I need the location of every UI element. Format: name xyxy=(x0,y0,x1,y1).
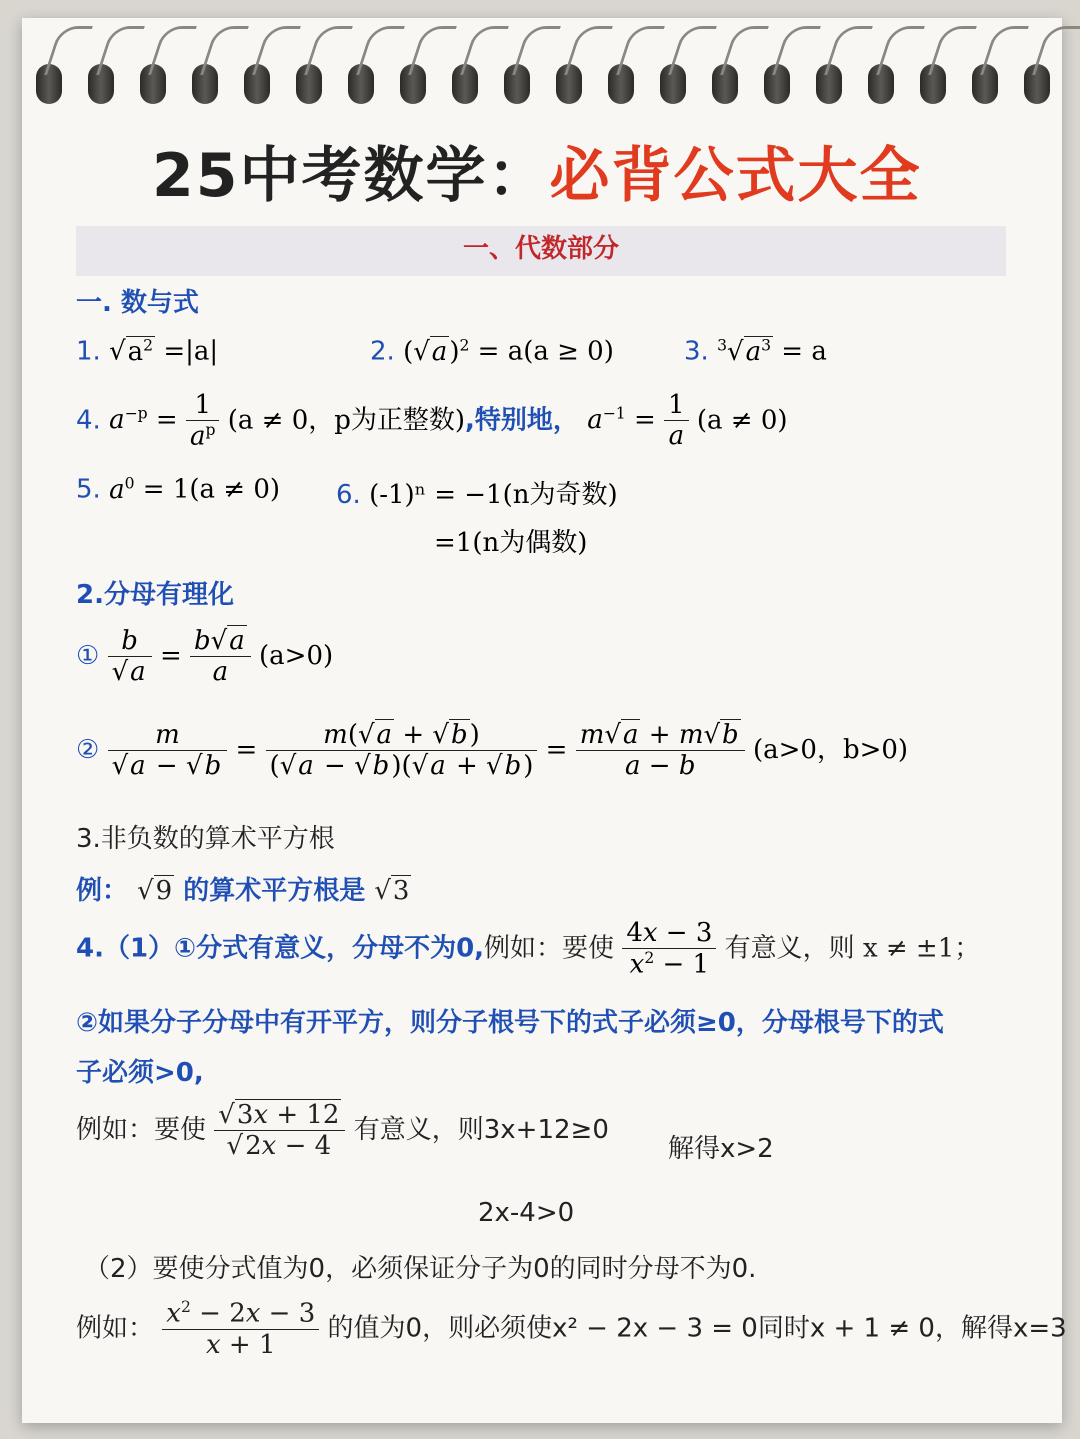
formula-condition: (a>0，b>0) xyxy=(752,735,909,765)
binding-wire xyxy=(876,26,925,75)
special-note: ,特别地， xyxy=(465,405,579,436)
binding-wire xyxy=(96,26,145,75)
binding-wire xyxy=(1032,26,1080,75)
item-marker: ① xyxy=(76,641,100,671)
rule-4-1: 4.（1）①分式有意义，分母不为0,例如：要使 $\frac{4x - 3}{x^2 - 1}$ 有意义，则 x ≠ ±1； xyxy=(76,918,981,980)
binding-wire xyxy=(408,26,457,75)
binding-wire xyxy=(772,26,821,75)
binding-wire xyxy=(356,26,405,75)
binding-wire xyxy=(928,26,977,75)
rule-4-2-example: 例如： $\frac{x^2 - 2x - 3}{x + 1}$ 的值为0，则必须使x² − 2x − 3 = 0同时x + 1 ≠ 0，解得x=3 xyxy=(76,1298,1067,1360)
formula-6-line2: =1(n为偶数) xyxy=(434,528,588,558)
binding-wire xyxy=(252,26,301,75)
rule-4-example-line2: 2x-4>0 xyxy=(478,1198,575,1228)
rule-example-text: 有意义，则 xyxy=(724,933,855,964)
rule-4-2: （2）要使分式值为0，必须保证分子为0的同时分母不为0. xyxy=(84,1254,757,1284)
rule-example-text: 例如：要使 xyxy=(484,933,615,964)
formula-4: 4. $a^{-p}$ = $\frac{1}{a^p}$ (a ≠ 0，p为正整数),特别地， $a^{-1}$ = $\frac{1}{a}$ (a ≠ 0) xyxy=(76,390,788,452)
title-part2: 必背公式大全 xyxy=(549,141,922,211)
binding-wire xyxy=(460,26,509,75)
example-sqrt: 例： √9 的算术平方根是 √3 xyxy=(76,876,410,906)
page-title xyxy=(152,128,922,214)
example-text: 有意义，则3x+12≥0 xyxy=(353,1115,609,1145)
binding-wire xyxy=(564,26,613,75)
formula-condition: (a ≠ 0，p为正整数) xyxy=(227,405,466,436)
rule-4-example: 例如：要使 $\frac{√3x + 12}{√2x - 4}$ 有意义，则3x+12≥0 xyxy=(76,1100,609,1161)
formula-number: 5. xyxy=(76,474,101,505)
title-part1: 25中考数学： xyxy=(152,141,550,211)
formula-1: 1. $√a^2 =|a|$ xyxy=(76,336,219,367)
example-label: 例如： xyxy=(76,1313,155,1344)
binding-wire xyxy=(824,26,873,75)
formula-expr: (-1)ⁿ = −1(n为奇数) xyxy=(369,480,618,510)
formula-condition: (a>0) xyxy=(259,641,334,671)
item-marker: ② xyxy=(76,735,100,765)
example-text: 的值为0，则必须使x² − 2x − 3 = 0同时x + 1 ≠ 0，解得x=3 xyxy=(327,1313,1067,1344)
sub2-title: 2.分母有理化 xyxy=(76,580,234,610)
example-label: 例如：要使 xyxy=(76,1115,207,1145)
formula-number: 4. xyxy=(76,405,101,436)
sub3-title: 3.非负数的算术平方根 xyxy=(76,824,335,854)
binding-wire xyxy=(616,26,665,75)
rationalize-2: ② $\frac{m}{√a - √b}$ = $\frac{m(√a + √b)}{(√a - √b)(√a + √b)}$ = $\frac{m√a + m√b}{a - b}$ (a>0，b>0) xyxy=(76,720,909,781)
rule-result: x ≠ ±1； xyxy=(862,933,981,964)
binding-wire xyxy=(304,26,353,75)
binding-wire xyxy=(668,26,717,75)
formula-condition: (a ≠ 0) xyxy=(696,405,788,436)
example-text: 的算术平方根是 xyxy=(183,876,366,906)
formula-3: 3. $^3√a^3 = a$ xyxy=(684,336,827,367)
binding-wire xyxy=(512,26,561,75)
binding-wire xyxy=(720,26,769,75)
rule-text: 4.（1）①分式有意义，分母不为0, xyxy=(76,933,485,964)
binding-wire xyxy=(44,26,93,75)
binding-wire xyxy=(148,26,197,75)
section-bar xyxy=(76,226,1006,276)
section-title: 一、代数部分 xyxy=(462,234,619,264)
formula-expr: =|a| xyxy=(163,336,219,367)
formula-number: 6. xyxy=(336,480,361,510)
rule-4-solve: 解得x>2 xyxy=(668,1134,774,1164)
sub1-title: 一. 数与式 xyxy=(76,288,199,318)
rule-4-line3: 子必须>0, xyxy=(76,1058,204,1088)
formula-number: 2. xyxy=(370,336,395,367)
rule-4-line2: ②如果分子分母中有开平方，则分子根号下的式子必须≥0，分母根号下的式 xyxy=(76,1008,944,1038)
formula-expr: = 1(a ≠ 0) xyxy=(142,474,281,505)
formula-number: 3. xyxy=(684,336,709,367)
rationalize-1: ① $\frac{b}{√a}$ = $\frac{b√a}{a}$ (a>0) xyxy=(76,626,334,687)
formula-2: 2. $(√a)^2 = a(a \ge 0)$ xyxy=(370,336,614,367)
formula-expr: = a xyxy=(781,336,827,367)
formula-number: 1. xyxy=(76,336,101,367)
binding-wire xyxy=(980,26,1029,75)
binding-wire xyxy=(200,26,249,75)
notebook-page xyxy=(22,18,1067,1423)
formula-5: 5. $a^0 = 1(a \ne 0)$ xyxy=(76,474,281,505)
example-label: 例： xyxy=(76,876,129,906)
formula-6 xyxy=(336,474,618,511)
formula-expr: = a(a ≥ 0) xyxy=(477,336,614,367)
